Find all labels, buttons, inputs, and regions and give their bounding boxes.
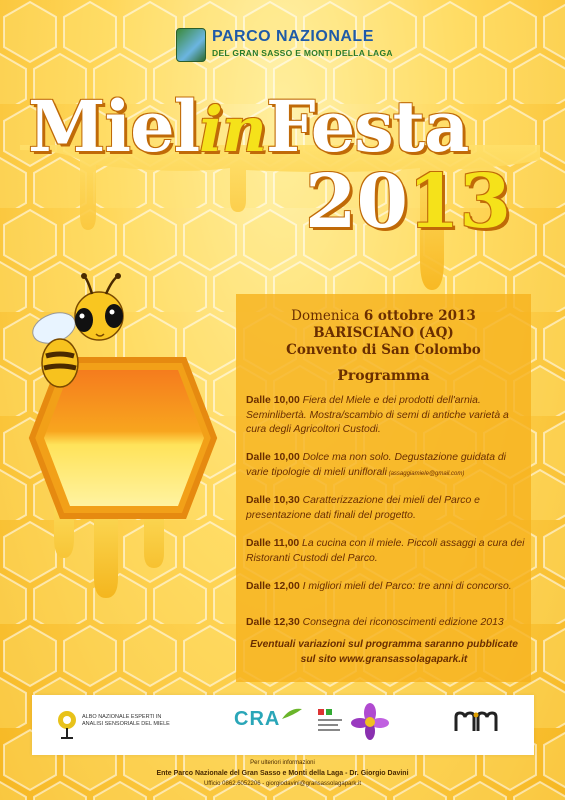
partner-logo-icon <box>314 705 350 745</box>
event-date <box>236 308 531 324</box>
program-item <box>246 616 526 631</box>
park-logo-icon <box>176 28 206 62</box>
program-text: Consegna dei riconoscimenti edizione 2013 <box>299 617 504 628</box>
program-time: Dalle 10,00 <box>246 395 300 406</box>
footer-info-label: Per ulteriori informazioni <box>250 760 315 766</box>
park-name: PARCO NAZIONALE <box>212 28 374 45</box>
date-prefix: Domenica <box>291 308 364 324</box>
title-part-festa: Festa <box>265 85 469 168</box>
program-text: Caratterizzazione dei mieli del Parco e presentazione dati finali del progetto. <box>246 495 480 521</box>
program-item <box>246 580 526 595</box>
park-subtitle: DEL GRAN SASSO E MONTI DELLA LAGA <box>212 48 393 58</box>
program-item <box>246 394 526 438</box>
title-part-miel: Miel <box>28 85 200 168</box>
program-item <box>246 451 526 481</box>
title-part-in: in <box>199 93 266 166</box>
event-venue: Convento di San Colombo <box>286 342 481 358</box>
program-time: Dalle 12,30 <box>246 617 300 628</box>
program-text: Fiera del Miele e dei prodotti dell'arnia. Seminlibertà. Mostra/scambio di semi di antiche varietà a cura degli Agricoltori Custodi. <box>246 395 509 435</box>
bee-illustration <box>14 268 244 608</box>
program-heading: Programma <box>337 368 430 384</box>
program-text: Dolce ma non solo. Degustazione guidata di varie tipologie di mieli uniflorali <box>246 452 506 478</box>
ono-logo-text: ALBO NAZIONALE ESPERTI IN ANALISI SENSORIALE DEL MIELE <box>82 714 170 727</box>
cra-leaf-icon <box>280 707 304 721</box>
footer-contact: Ente Parco Nazionale del Gran Sasso e Monti della Laga - Dr. Giorgio Davini <box>156 770 409 777</box>
program-text: I migliori mieli del Parco: tre anni di concorso. <box>299 581 512 592</box>
date-value: 6 ottobre 2013 <box>363 308 476 324</box>
program-time: Dalle 10,00 <box>246 452 300 463</box>
year-part-b: 13 <box>407 159 511 245</box>
cra-logo-text: CRA <box>234 708 281 730</box>
footer-email: Ufficio 0862.6052206 - giorgiodavini@gransassolagapark.it <box>203 781 362 787</box>
ono-logo-icon <box>56 709 78 741</box>
sponsor-bar <box>32 695 534 755</box>
program-item <box>246 494 526 523</box>
program-text: La cucina con il miele. Piccoli assaggi a cura dei Ristoranti Custodi del Parco. <box>246 538 525 564</box>
program-time: Dalle 10,30 <box>246 495 300 506</box>
program-item <box>246 537 526 566</box>
program-email: (assaggiamiele@gmail.com) <box>386 470 465 477</box>
program-time: Dalle 12,00 <box>246 581 300 592</box>
event-year <box>305 159 511 245</box>
program-panel <box>236 294 531 682</box>
event-title <box>28 85 469 168</box>
program-time: Dalle 11,00 <box>246 538 300 549</box>
mm-logo-icon <box>454 711 498 733</box>
flower-icon <box>350 701 390 747</box>
year-part-a: 20 <box>305 159 408 245</box>
program-note: Eventuali variazioni sul programma saranno pubblicate sul sito www.gransassolagapark.it <box>250 639 518 665</box>
event-place: BARISCIANO (AQ) <box>313 325 454 341</box>
